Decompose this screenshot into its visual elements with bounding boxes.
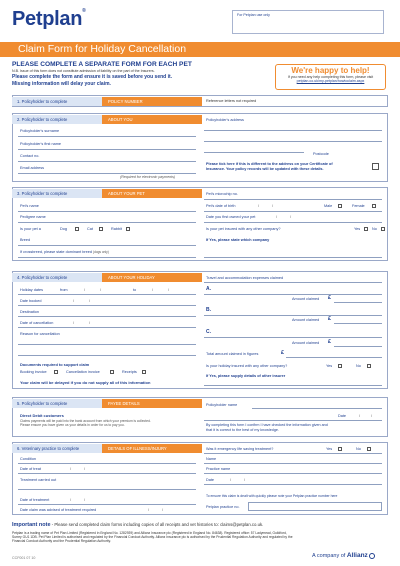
section-1-who: 1. Policyholder to complete [12,97,102,106]
other-insurer-field[interactable] [204,385,382,386]
total-label: Total amount claimed in figures [206,352,259,356]
important-text: - Please send completed claim forms including copies of all receipts and vet histories to: claims@petplan.co.uk. [50,522,264,527]
payee-date-label: Date [338,414,347,418]
expense-a-label: A. [206,286,211,292]
expense-c-line[interactable] [204,337,382,338]
date-booked-field[interactable] [18,305,196,306]
amount-b-field[interactable] [334,323,382,324]
policyholder-name-field[interactable] [252,408,382,409]
insured-yes-label: Yes [354,227,361,231]
treat-date-field[interactable] [18,473,196,474]
address-label: Policyholder's address [206,118,244,122]
petplan-logo: Petplan® [12,8,86,30]
page-title: Claim Form for Holiday Cancellation [18,43,187,55]
important-note [12,522,263,528]
microchip-field[interactable] [204,199,382,200]
practice-name-field[interactable] [204,473,382,474]
cat-label: Cat [87,227,93,231]
treatment-carried-label: Treatment carried out [20,478,57,482]
expense-c-label: C. [206,329,211,335]
contact-label: Contact no. [20,154,40,158]
holiday-yes-checkbox[interactable] [338,364,342,368]
other-insurer-label: If Yes, please supply details of other insurer [206,374,286,378]
treat-slash-1: / [70,467,72,471]
expenses-label: Travel and accommodation expenses claimed [206,276,284,280]
reference-note: Reference letters not required [206,99,257,103]
allianz-eagle-icon [369,553,375,559]
microchip-label: Pet's microchip no. [206,192,238,196]
from-label: from [60,288,68,292]
address-line-3[interactable] [204,152,304,153]
confirm-line-1: By completing this form I confirm I have checked the information given and [206,423,328,427]
email-field[interactable] [18,173,196,174]
male-label: Male [324,204,333,208]
help-box [275,64,386,90]
to-slash-1: / [152,288,154,292]
destination-field[interactable] [18,316,196,317]
treat-slash-2: / [84,467,86,471]
receipts-label: Receipts [122,370,137,374]
surname-field[interactable] [18,136,196,137]
intro-line2: Missing information will delay your claim. [12,80,111,87]
postcode-label: Postcode [313,152,329,156]
owned-slash-1: / [276,215,278,219]
destination-label: Destination [20,310,39,314]
section-2-title: ABOUT YOU [102,115,202,124]
help-link[interactable]: petplan.co.uk/my-petplan/howtoclaim.aspx [296,79,365,84]
insured-no-label: No [372,227,377,231]
legal-line-1: Petplan is a trading name of Pet Plan Limited (Registered in England No. 1282939) and Allianz Insurance plc (Registered in England No. 84638). Registered office: 57 Ladymead, Guildford, [12,531,287,535]
booking-invoice-checkbox[interactable] [54,370,58,374]
dot-slash-1: / [70,498,72,502]
payee-date-field[interactable] [204,420,382,421]
section-6-title: DETAILS OF ILLNESS/INJURY [102,444,202,453]
email-note: (Required for electronic payments) [120,175,176,179]
dob-slash-1: / [258,204,260,208]
pet-type-label: Is your pet a [20,227,41,231]
practice-name-label: Practice name [206,467,231,471]
emergency-no-label: No [356,447,361,451]
emergency-no-checkbox[interactable] [367,447,371,451]
emergency-yes-checkbox[interactable] [338,447,342,451]
office-use-label: For Petplan use only [237,13,270,17]
amount-c-field[interactable] [334,346,382,347]
expenses-underline [204,282,382,283]
legal-line-3: Financial Conduct Authority and the Prudential Regulation Authority. [12,539,111,543]
crossbreed-field[interactable] [18,257,196,258]
vet-name-field[interactable] [204,463,382,464]
vet-date-slash-1: / [230,478,232,482]
address-change-note-1: Please tick here if this is different to the address on your Certificate of [206,162,333,166]
booked-slash-1: / [73,299,75,303]
reason-line-2[interactable] [18,355,196,356]
owned-slash-2: / [290,215,292,219]
cancel-slash-2: / [89,321,91,325]
to-slash-2: / [168,288,170,292]
rabbit-label: Rabbit [111,227,122,231]
section-4-header [12,273,202,282]
allianz-logo [312,552,375,559]
section-3-who: 3. Policyholder to complete [12,189,102,198]
direct-debit-note-2: Please ensure you have given us your details in order for us to pay you. [20,423,125,427]
breed-field[interactable] [18,245,196,246]
breed-label: Breed [20,238,31,242]
section-5-who: 5. Policyholder to complete [12,399,102,408]
section-6-who: 6. Veterinary practice to complete [12,444,102,453]
section-4-who: 4. Policyholder to complete [12,273,102,282]
cancellation-invoice-checkbox[interactable] [110,370,114,374]
vet-date-field[interactable] [204,484,382,485]
receipts-checkbox[interactable] [142,370,146,374]
booked-slash-2: / [89,299,91,303]
insured-other-label: Is your pet insured with any other company? [206,227,281,231]
expense-b-label: B. [206,307,211,313]
pound-a: £ [328,295,332,301]
help-title: We're happy to help! [291,66,370,75]
crossbreed-label: If crossbreed, please state dominant breed (dogs only) [20,250,109,254]
documents-label: Documents required to support claim [20,362,90,367]
owned-field[interactable] [204,222,382,223]
contact-field[interactable] [18,161,196,162]
reason-line-1[interactable] [18,344,196,345]
emergency-label: Was it emergency life saving treatment? [206,447,274,451]
payee-date-slash-2: / [371,414,373,418]
condition-field[interactable] [18,463,196,464]
female-checkbox[interactable] [372,204,376,208]
to-label: to [133,288,137,292]
date-booked-label: Date booked [20,299,42,303]
section-5-header [12,399,202,408]
address-change-note-2: Insurance. Your policy records will be updated with these details. [206,167,324,171]
practice-number-label: Petplan practice no. [206,505,240,509]
email-label: Email address [20,166,45,170]
amount-c-label: Amount claimed [292,341,320,345]
male-checkbox[interactable] [338,204,342,208]
vet-date-label: Date [206,478,215,482]
emergency-yes-label: Yes [326,447,333,451]
address-line-1[interactable] [204,130,382,131]
vet-name-label: Name [206,457,217,461]
insured-yes-checkbox[interactable] [364,227,368,231]
total-field[interactable] [286,357,382,358]
legal-line-2: Surrey GU1 1DB. Pet Plan Limited is authorised and regulated by the Financial Conduct Authority. Allianz Insurance plc is authorised by the Prudential Regulation Authority and regulated by the [12,535,293,539]
holiday-dates-label: Holiday dates [20,288,44,292]
firstname-field[interactable] [18,149,196,150]
treatment-line-1[interactable] [18,489,196,490]
intro-nb: N.B. Issue of this form does not constitute admission of liability on the part of the Insurers. [12,69,155,73]
section-4-title: ABOUT YOUR HOLIDAY [102,273,202,282]
date-cancellation-field[interactable] [18,327,196,328]
intro-heading: PLEASE COMPLETE A SEPARATE FORM FOR EACH PET [12,61,192,68]
dog-checkbox[interactable] [75,227,79,231]
direct-debit-label: Direct Debit customers [20,413,64,418]
pet-name-field[interactable] [18,211,196,212]
address-line-2[interactable] [204,141,382,142]
insured-no-checkbox[interactable] [381,227,385,231]
section-3-title: ABOUT YOUR PET [102,189,202,198]
condition-label: Condition [20,457,37,461]
from-slash-1: / [84,288,86,292]
date-cancellation-label: Date of cancellation [20,321,54,325]
dob-slash-2: / [272,204,274,208]
important-label: Important note [12,522,51,528]
practice-number-note: To ensure this claim is dealt with quickly please note your Petplan practice number here [206,494,338,498]
confirm-line-2: that it is correct to the best of my knowledge. [206,428,279,432]
holiday-yes-label: Yes [326,364,333,368]
emergency-underline [204,453,382,454]
allianz-name: Allianz [346,552,368,559]
office-use-box[interactable] [232,10,384,34]
pound-c: £ [328,339,332,345]
expense-b-line[interactable] [204,315,382,316]
help-line1: If you need any help completing this form, please visit [287,75,374,79]
section-6-header [12,444,202,453]
form-reference: CCF001 07 10 [12,556,36,560]
holiday-dates-field[interactable] [18,294,196,295]
owned-label: Date you first owned your pet [206,215,256,219]
booking-invoice-label: Booking invoice [20,370,47,374]
which-company-label: If Yes, please state which company [206,238,270,242]
holiday-no-label: No [356,364,361,368]
section-3-header [12,189,202,198]
vet-date-slash-2: / [244,478,246,482]
surname-label: Policyholder's surname [20,129,60,133]
intro-line1: Please complete the form and ensure it is saved before you send it. [12,74,173,80]
from-slash-2: / [100,288,102,292]
cancellation-invoice-label: Cancellation invoice [66,370,100,374]
holiday-no-checkbox[interactable] [367,364,371,368]
dog-label: Dog [60,227,67,231]
dob-label: Pet's date of birth [206,204,236,208]
direct-debit-note-1: Claims payments will be paid into the bank account from which your premium is collected. [20,419,151,423]
payee-date-slash-1: / [359,414,361,418]
cat-checkbox[interactable] [99,227,103,231]
delay-warning: Your claim will be delayed if you do not supply all of this information [20,380,151,385]
treat-date-label: Date of treat [20,467,41,471]
pedigree-label: Pedigree name [20,215,46,219]
adv-slash-2: / [162,508,164,512]
section-1-title: POLICY NUMBER [102,97,202,106]
cancel-slash-1: / [73,321,75,325]
amount-b-label: Amount claimed [292,318,320,322]
reason-label: Reason for cancellation [20,332,60,336]
dot-slash-2: / [84,498,86,502]
holiday-insured-label: Is your holiday insured with any other company? [206,364,288,368]
section-1-header [12,97,202,106]
date-advised-label: Date claim was advised of treatment required [20,508,97,512]
rabbit-checkbox[interactable] [126,227,130,231]
allianz-text: A company of [312,553,346,559]
amount-a-label: Amount claimed [292,297,320,301]
female-label: Female [352,204,365,208]
section-2-header [12,115,202,124]
date-of-treatment-label: Date of treatment [20,498,50,502]
pound-b: £ [328,316,332,322]
date-of-treatment-field[interactable] [18,504,196,505]
adv-slash-1: / [148,508,150,512]
dob-field[interactable] [204,211,382,212]
pedigree-field[interactable] [18,222,196,223]
title-bar [0,42,400,57]
which-company-field[interactable] [204,257,382,258]
pound-total: £ [281,350,285,356]
policyholder-name-label: Policyholder name [206,403,238,407]
firstname-label: Policyholder's first name [20,142,62,146]
address-changed-checkbox[interactable] [372,163,379,170]
expense-a-line[interactable] [204,294,382,295]
practice-number-field[interactable] [248,502,382,511]
section-2-who: 2. Policyholder to complete [12,115,102,124]
amount-a-field[interactable] [334,302,382,303]
section-5-title: PAYEE DETAILS [102,399,202,408]
pet-name-label: Pet's name [20,204,39,208]
